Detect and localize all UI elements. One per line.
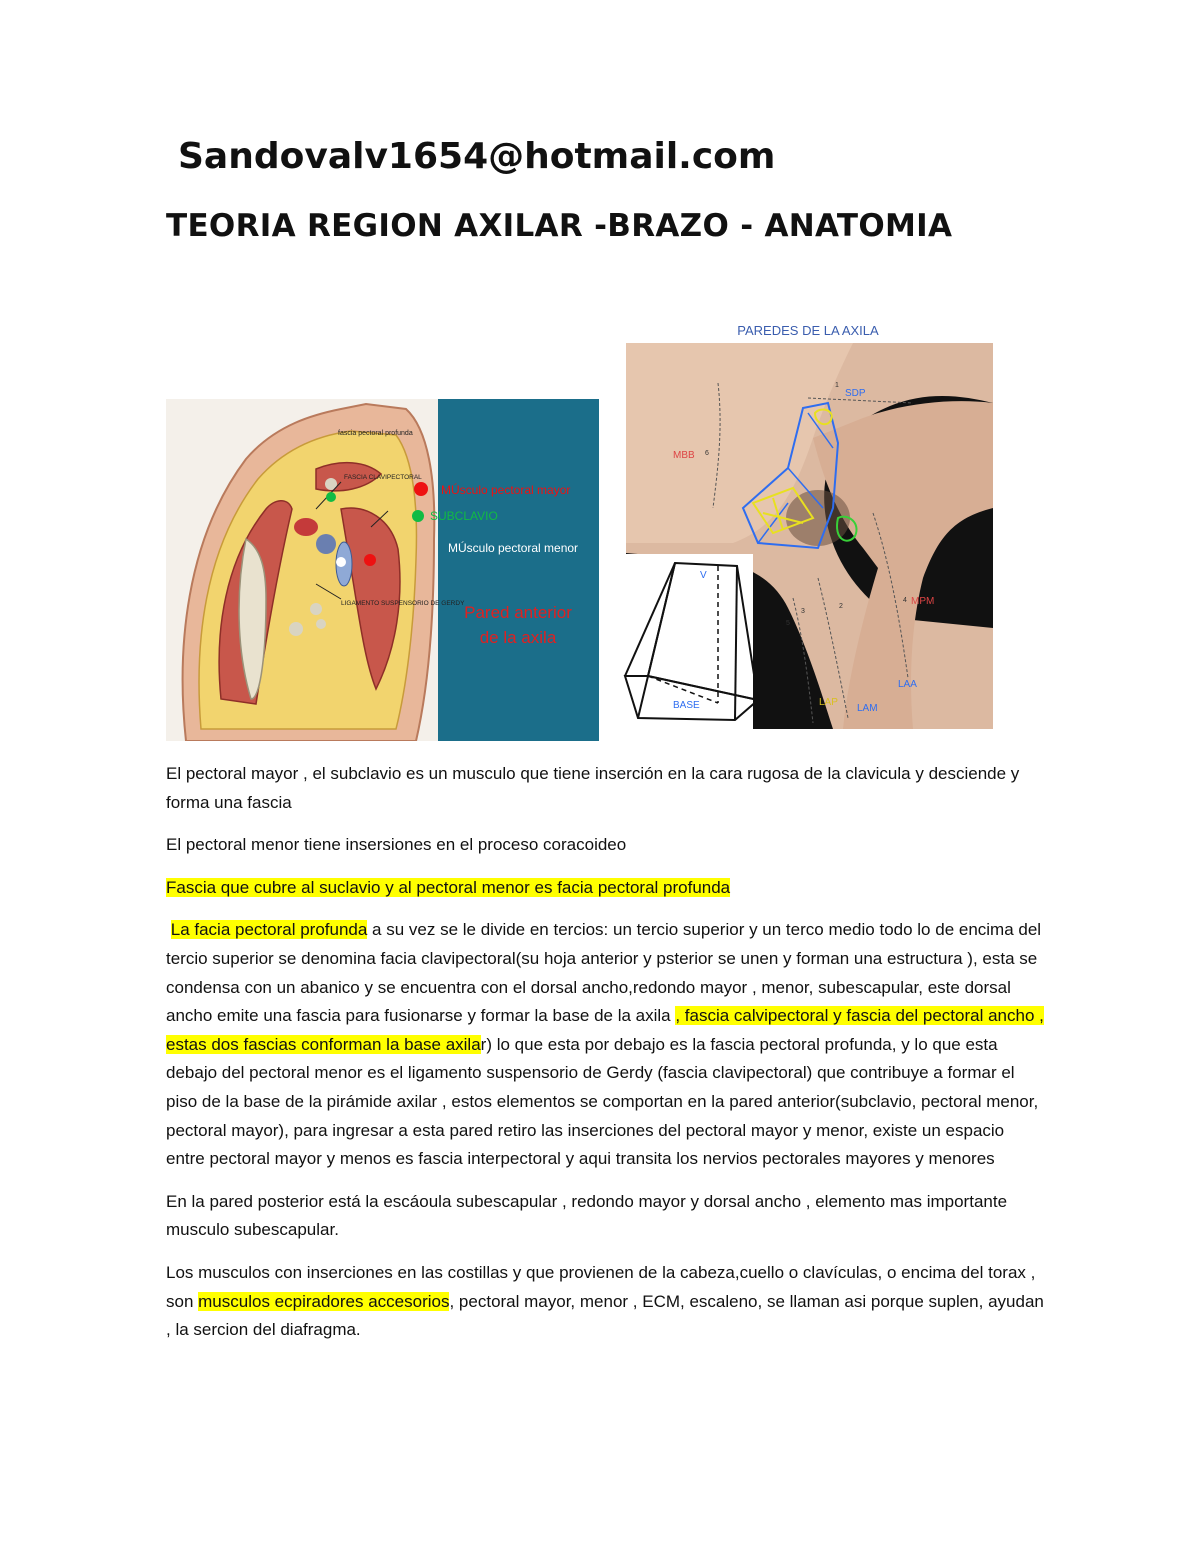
- legend-label-mayor: MÚsculo pectoral mayor: [441, 483, 571, 497]
- fascia-profunda-label: fascia pectoral profunda: [338, 430, 413, 437]
- label-lam: LAM: [857, 703, 878, 714]
- highlight-fascia: Fascia que cubre al suclavio y al pectoral menor es facia pectoral profunda: [166, 877, 731, 897]
- paragraph-3: [166, 874, 1046, 903]
- legend-panel: [438, 399, 599, 741]
- paragraph-2: El pectoral menor tiene insersiones en el proceso coracoideo: [166, 835, 627, 855]
- highlight-base-axilar: , fascia calvipectoral y fascia del pectoral ancho , estas dos fascias conforman la base axila: [166, 1006, 1044, 1054]
- legend-label-menor: MÚsculo pectoral menor: [448, 541, 579, 555]
- label-sdp: SDP: [845, 388, 866, 399]
- document-title: TEORIA REGION AXILAR -BRAZO - ANATOMIA: [166, 208, 953, 244]
- pyramid-apex-label: V: [700, 570, 707, 581]
- label-mpm: MPM: [911, 596, 935, 607]
- svg-text:4: 4: [903, 597, 907, 604]
- highlight-facia-pectoral: La facia pectoral profunda: [170, 920, 368, 940]
- paragraph-5: En la pared posterior está la escáoula subescapular , redondo mayor y dorsal ancho , elemento mas importante musculo subescapular.: [166, 1191, 1008, 1240]
- gerdy-ligament-label: LIGAMENTO SUSPENSORIO DE GERDY: [341, 600, 465, 607]
- paragraph-6: Los musculos con inserciones en las costillas y que provienen de la cabeza,cuello o clavículas, o encima del torax , son musculos ecpiradores accesorios, pectoral mayor, menor , ECM, escaleno, se llaman asi porque suplen, ayudan , la sercion del diafragma.: [166, 1262, 1044, 1340]
- highlight-musculos: musculos ecpiradores accesorios: [198, 1291, 450, 1311]
- svg-text:3: 3: [801, 608, 805, 615]
- label-mbb: MBB: [673, 450, 695, 461]
- legend-label-subclavio: SUBCLAVIO: [430, 509, 498, 523]
- label-laa: LAA: [898, 679, 917, 690]
- caption-line1: Pared anterior: [464, 603, 572, 622]
- axilla-walls-figure: [623, 318, 995, 730]
- anterior-wall-figure: [166, 399, 599, 741]
- legend-dot-subclavio: [412, 510, 424, 522]
- caption-line2: de la axila: [479, 628, 557, 647]
- label-lap: LAP: [819, 697, 838, 708]
- legend-dot-mayor: [414, 482, 428, 496]
- svg-text:5: 5: [786, 620, 790, 627]
- pyramid-base-label: BASE: [673, 700, 700, 711]
- paragraph-1: El pectoral mayor , el subclavio es un musculo que tiene inserción en la cara rugosa de la clavicula y desciende y forma una fascia: [166, 764, 1020, 812]
- axilla-figure-title: PAREDES DE LA AXILA: [737, 323, 879, 338]
- svg-text:1: 1: [835, 382, 839, 389]
- fascia-clavipectoral-label: FASCIA CLAVIPECTORAL: [344, 474, 422, 481]
- author-email: Sandovalv1654@hotmail.com: [178, 136, 776, 177]
- paragraph-4: La facia pectoral profunda a su vez se le divide en tercios: un tercio superior y un terco medio todo lo de encima del tercio superior se denomina facia clavipectoral(su hoja anterior y psterior se unen y forman una estructura ), esta se condensa con un abanico y se encuentra con el dorsal ancho,redondo mayor , menor, subescapular, este dorsal ancho emite una fascia para fusionarse y formar la base de la axila , fascia calvipectoral y fascia del pectoral ancho , estas dos fascias conforman la base axilar) lo que esta por debajo es la fascia pectoral profunda, y lo que esta debajo del pectoral menor es el ligamento suspensorio de Gerdy (fascia clavipectoral) que contribuye a formar el piso de la base de la pirámide axilar , estos elementos se comportan en la pared anterior(subclavio, pectoral menor, pectoral mayor), para ingresar a esta pared retiro las inserciones del pectoral mayor y menor, existe un espacio entre pectoral mayor y menos es fascia interpectoral y aqui transita los nervios pectorales mayores y menores: [166, 920, 1044, 1169]
- svg-text:2: 2: [839, 603, 843, 610]
- svg-text:6: 6: [705, 450, 709, 457]
- document-body: [166, 760, 1046, 1359]
